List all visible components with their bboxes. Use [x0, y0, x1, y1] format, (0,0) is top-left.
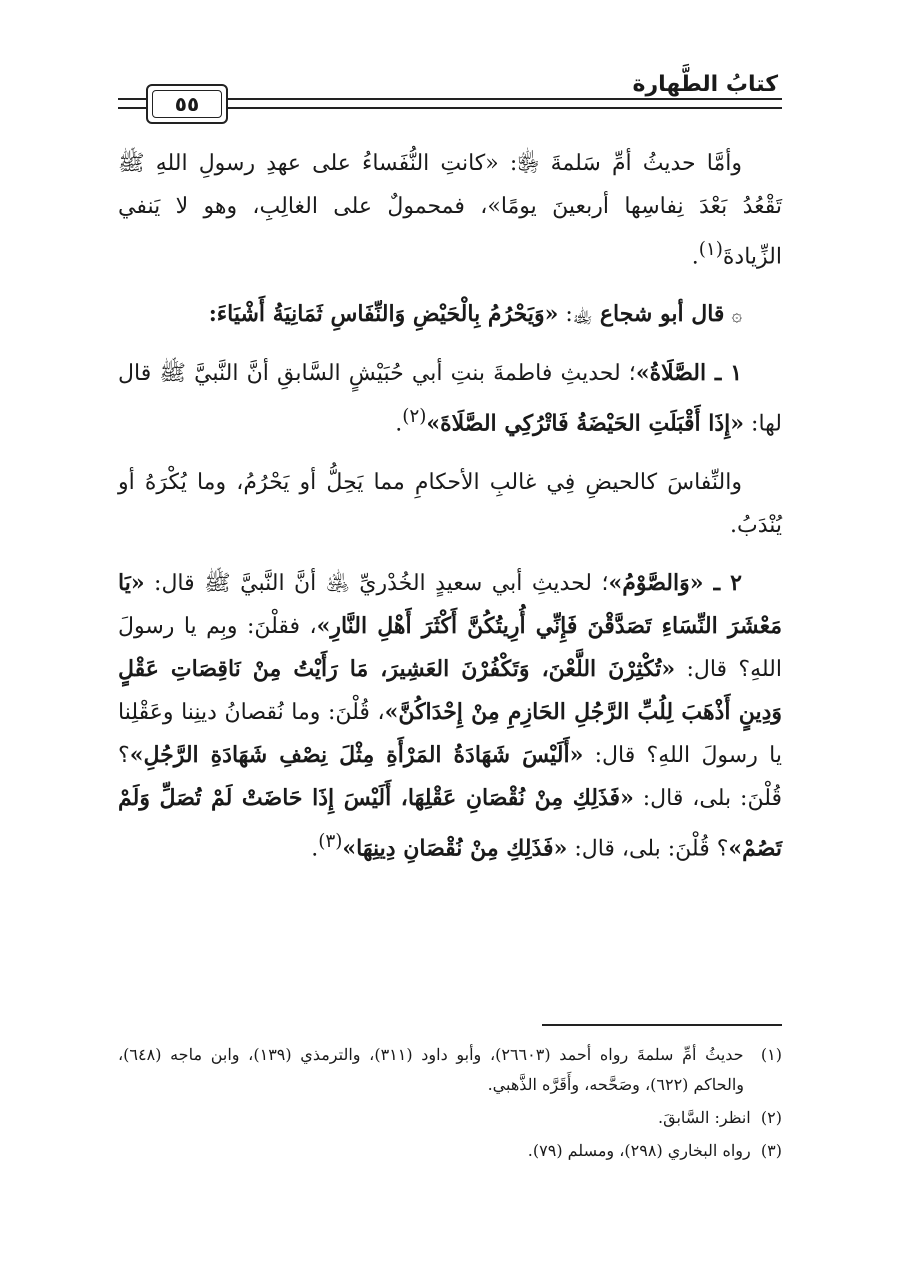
paragraph-text: ؟ قُلْنَ: بلى، قال:: [567, 835, 729, 861]
footnote-separator: [542, 1024, 782, 1026]
hadith-quote: «فَذَلِكِ مِنْ نُقْصَانِ دِينِهَا»: [342, 834, 568, 861]
page-number-frame: [146, 84, 228, 124]
footnote-text: انظر: السَّابقَ.: [658, 1108, 751, 1127]
hadith-quote: «فَذَلِكِ مِنْ نُقْصَانِ عَقْلِهَا، أَلَيْسَ إِذَا حَاضَتْ لَمْ تُصَلِّ وَلَمْ تَصُمْ»: [118, 784, 782, 861]
paragraph-text: ، قُلْنَ: وما نُقصانُ دينِنا وعَقْلِنا يا رسولَ اللهِ؟ قال:: [118, 699, 782, 768]
paragraph-text: ؛ لحديثِ فاطمةَ بنتِ أبي حُبَيْشٍ السَّابقِ أنَّ النَّبيَّ ﷺ قال لها:: [118, 361, 782, 437]
paragraph-prayer: [118, 352, 782, 445]
paragraph-fasting: [118, 562, 782, 870]
footnotes: [118, 1040, 782, 1169]
paragraph-text: والنِّفاسَ كالحيضِ فِي غالبِ الأحكامِ مما يَحِلُّ أو يَحْرُمُ، وما يُكْرَهُ أو يُنْدَبُ.: [118, 469, 782, 538]
footnote: [118, 1040, 782, 1100]
paragraph-text: ؛ لحديثِ أبي سعيدٍ الخُدْريِّ ﵁ أنَّ النَّبيَّ ﷺ قال:: [144, 570, 609, 596]
hadith-quote: «تُكْثِرْنَ اللَّعْنَ، وَتَكْفُرْنَ العَشِيرَ، مَا رَأَيْتُ مِنْ نَاقِصَاتِ عَقْلٍ وَدِينٍ أَذْهَبَ لِلُبِّ الرَّجُلِ الحَازِمِ مِنْ إِحْدَاكُنَّ»: [118, 655, 782, 725]
paragraph-end: .: [395, 411, 403, 437]
hadith-quote: «يَا مَعْشَرَ النِّسَاءِ تَصَدَّقْنَ فَإِنِّي أُرِيتُكُنَّ أَكْثَرَ أَهْلِ النَّارِ»: [118, 569, 782, 639]
paragraph-nifas: [118, 461, 782, 547]
main-text: [118, 142, 782, 885]
footnote-number: (٣): [760, 1141, 782, 1160]
item-heading-fasting: ٢ ـ «وَالصَّوْمُ»: [608, 569, 742, 596]
footnote-ref-3: (٣): [318, 830, 343, 852]
footnote-number: (١): [760, 1045, 783, 1064]
hadith-quote: «إِذَا أَقْبَلَتِ الحَيْضَةُ فَاتْرُكِي الصَّلَاةَ»: [426, 410, 745, 437]
matn-quote: «وَيَحْرُمُ بِالْحَيْضِ وَالنِّفَاسِ ثَمَانِيَةُ أَشْيَاءَ:: [208, 301, 559, 328]
footnote-number: (٢): [760, 1108, 782, 1127]
paragraph-text: ؟ قُلْنَ: بلى، قال:: [118, 742, 782, 811]
paragraph-abu-shuja: [118, 293, 782, 337]
author-name: قال أبو شجاع: [599, 301, 725, 328]
chapter-title: كتابُ الطَّهارة: [632, 72, 778, 97]
paragraph-end: .: [691, 244, 699, 270]
paragraph-end: .: [311, 835, 319, 861]
footnote-ref-2: (٢): [402, 406, 427, 428]
paragraph-text: ، فقلْنَ: وبِم يا رسولَ اللهِ؟ قال:: [118, 613, 782, 682]
footnote-text: حديثُ أمِّ سلمةَ رواه أحمد (٢٦٦٠٣)، وأبو داود (٣١١)، والترمذي (١٣٩)، وابن ماجه (٦٤٨)، والحاكم (٦٢٢)، وصَحَّحه، وأَقَرَّه الذَّهبي.: [118, 1045, 744, 1094]
footnote-ref-1: (١): [698, 239, 723, 260]
footnote-text: رواه البخاري (٢٩٨)، ومسلم (٧٩).: [527, 1141, 751, 1160]
hadith-quote: «أَلَيْسَ شَهَادَةُ المَرْأَةِ مِثْلَ نِصْفِ شَهَادَةِ الرَّجُلِ»: [129, 741, 584, 768]
honorific: ﵀:: [558, 302, 593, 328]
section-marker-icon: ۞: [731, 305, 742, 327]
footnote: [118, 1103, 782, 1133]
footnote: [118, 1136, 782, 1166]
paragraph-text: وأمَّا حديثُ أمِّ سَلمةَ ﵂: «كانتِ النُّفَساءُ على عهدِ رسولِ اللهِ ﷺ تَقْعُدُ بَعْدَ نِفاسِها أربعينَ يومًا»، فمحمولٌ على الغالِبِ، وهو لا يَنفي الزِّيادةَ: [118, 151, 782, 270]
item-heading-prayer: ١ ـ الصَّلَاةُ»: [635, 360, 743, 387]
page-number: ٥٥: [152, 90, 222, 118]
paragraph-umm-salama: [118, 142, 782, 278]
